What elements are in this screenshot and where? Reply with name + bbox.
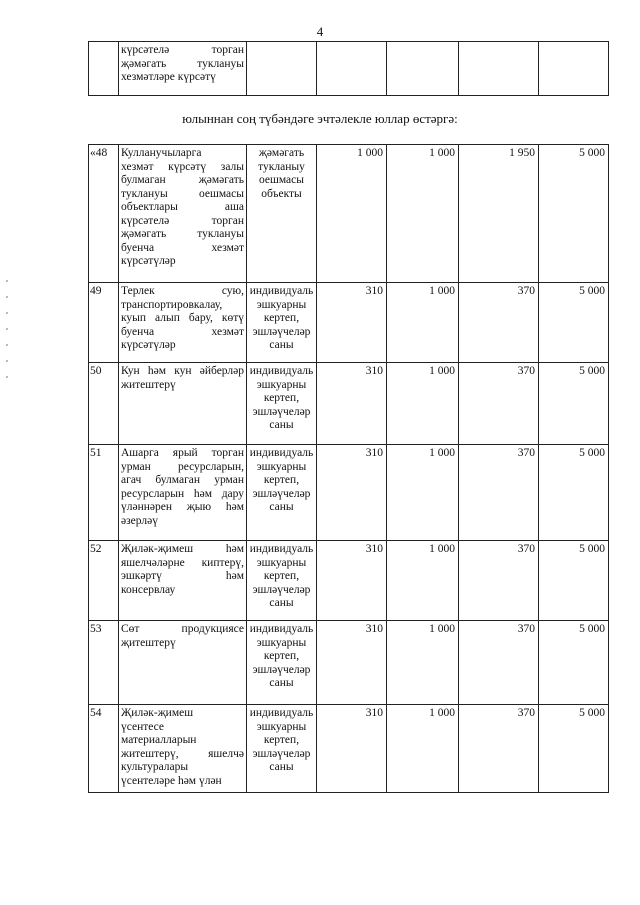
table-row [89, 283, 609, 363]
scan-margin-marks [6, 280, 8, 400]
unit-line: саны [269, 339, 294, 351]
row-number-cell: 52 [89, 541, 119, 621]
description-line: үсентесе [121, 720, 165, 733]
value-cell-v3: 370 [459, 705, 539, 793]
value-cell-v4: 5 000 [539, 705, 609, 793]
unit-line: эшкуарны [256, 298, 307, 311]
description-line: Җиләк-җимеш һәм [121, 543, 244, 555]
unit-line: индивидуаль [249, 707, 314, 719]
value-cell-v2: 1 000 [387, 363, 459, 445]
unit-line: эшләүчеләр [252, 405, 311, 418]
value-cell [539, 42, 609, 96]
description-line: үләннәрен җыю һәм [121, 501, 244, 513]
unit-line: индивидуаль [249, 285, 314, 297]
unit-line: саны [269, 761, 294, 773]
unit-line: индивидуаль [249, 365, 314, 377]
unit-line: кертеп, [263, 650, 300, 662]
unit-cell [247, 541, 317, 621]
unit-line: эшләүчеләр [252, 583, 311, 596]
unit-line: саны [269, 677, 294, 689]
description-line: консервлау [121, 583, 176, 596]
unit-line: эшкуарны [256, 378, 307, 391]
value-cell [387, 42, 459, 96]
value-cell-v3: 1 950 [459, 145, 539, 283]
value-cell-v2: 1 000 [387, 541, 459, 621]
description-line: күрсәтүләр [121, 339, 176, 351]
value-cell-v1: 1 000 [317, 145, 387, 283]
unit-cell [247, 445, 317, 541]
unit-line: индивидуаль [249, 447, 314, 459]
unit-line: объекты [261, 187, 302, 200]
description-line: җәмәгать туклануы [121, 57, 244, 70]
unit-line: тукланыу [258, 160, 305, 173]
description-line: туклануы оешмасы [121, 187, 244, 200]
value-cell [459, 42, 539, 96]
unit-line: эшләүчеләр [252, 663, 311, 676]
table-row [89, 42, 609, 96]
table-row [89, 445, 609, 541]
description-line: булмаган җәмәгать [121, 174, 244, 186]
description-line: материалларын [121, 734, 197, 746]
row-number-cell: «48 [89, 145, 119, 283]
description-line: әзерләү [121, 514, 158, 527]
value-cell-v1: 310 [317, 705, 387, 793]
description-line: ресурсларын һәм дару [121, 487, 244, 500]
value-cell-v1: 310 [317, 445, 387, 541]
unit-line: эшкуарны [256, 460, 307, 473]
description-line: яшелчәләрне киптерү, [121, 556, 244, 569]
value-cell-v3: 370 [459, 445, 539, 541]
value-cell-v4: 5 000 [539, 363, 609, 445]
row-number-cell: 50 [89, 363, 119, 445]
row-number-cell: 51 [89, 445, 119, 541]
description-line: Кулланучыларга [121, 147, 202, 159]
description-cell [119, 705, 247, 793]
description-line: күрсәтелә торган [121, 44, 244, 56]
description-line: Кун һәм кун әйберләр [121, 365, 244, 377]
description-cell [119, 42, 247, 96]
value-cell-v4: 5 000 [539, 541, 609, 621]
value-cell-v2: 1 000 [387, 445, 459, 541]
unit-line: эшкуарны [256, 720, 307, 733]
description-line: транспортировкалау, [121, 298, 223, 311]
description-cell [119, 445, 247, 541]
unit-cell [247, 283, 317, 363]
table-row [89, 145, 609, 283]
unit-line: кертеп, [263, 570, 300, 582]
value-cell-v4: 5 000 [539, 445, 609, 541]
main-table [88, 144, 609, 793]
description-cell [119, 541, 247, 621]
description-cell [119, 283, 247, 363]
table-row [89, 541, 609, 621]
description-line: буенча хезмәт [121, 241, 244, 254]
value-cell-v2: 1 000 [387, 145, 459, 283]
description-line: үсентеләре һәм үлән [121, 774, 222, 787]
description-cell [119, 145, 247, 283]
unit-cell [247, 145, 317, 283]
description-line: эшкәртү һәм [121, 570, 244, 582]
description-line: культуралары [121, 761, 189, 773]
unit-line: эшләүчеләр [252, 747, 311, 760]
value-cell-v3: 370 [459, 363, 539, 445]
value-cell-v2: 1 000 [387, 283, 459, 363]
value-cell-v1: 310 [317, 621, 387, 705]
description-cell [119, 621, 247, 705]
value-cell-v4: 5 000 [539, 621, 609, 705]
value-cell-v1: 310 [317, 283, 387, 363]
description-line: урман ресурсларын, [121, 460, 244, 473]
unit-line: кертеп, [263, 474, 300, 486]
instruction-text: юлыннан соң түбәндәге эчтәлекле юллар өстәргә: [182, 111, 458, 126]
description-line: Җиләк-җимеш [121, 707, 194, 719]
page-number: 4 [316, 24, 324, 39]
unit-line: җәмәгать [258, 147, 305, 159]
unit-line: кертеп, [263, 734, 300, 746]
value-cell-v2: 1 000 [387, 705, 459, 793]
description-line: күрсәтүләр [121, 255, 176, 267]
value-cell-v4: 5 000 [539, 283, 609, 363]
description-line: агач булмаган урман [121, 474, 244, 486]
unit-line: эшләүчеләр [252, 325, 311, 338]
description-line: күрсәтелә торган [121, 214, 244, 227]
table-row [89, 705, 609, 793]
unit-line: индивидуаль [249, 623, 314, 635]
value-cell-v3: 370 [459, 283, 539, 363]
description-line: куып алып бару, көтү [121, 312, 244, 324]
unit-line: кертеп, [263, 312, 300, 324]
value-cell-v2: 1 000 [387, 621, 459, 705]
value-cell-v4: 5 000 [539, 145, 609, 283]
description-line: хезмәтләре күрсәтү [121, 71, 216, 83]
unit-cell [247, 42, 317, 96]
description-cell [119, 363, 247, 445]
row-number-cell: 53 [89, 621, 119, 705]
unit-line: эшкуарны [256, 636, 307, 649]
description-line: буенча хезмәт [121, 325, 244, 338]
top-table-fragment [88, 41, 609, 96]
value-cell-v3: 370 [459, 621, 539, 705]
value-cell [317, 42, 387, 96]
value-cell-v1: 310 [317, 363, 387, 445]
unit-line: оешмасы [259, 174, 304, 186]
unit-cell [247, 363, 317, 445]
description-line: объектлары аша [121, 201, 244, 213]
unit-line: эшләүчеләр [252, 487, 311, 500]
value-cell-v1: 310 [317, 541, 387, 621]
table-row [89, 621, 609, 705]
description-line: җәмәгать туклануы [121, 228, 244, 240]
unit-line: индивидуаль [249, 543, 314, 555]
table-row [89, 363, 609, 445]
description-line: житештерү [121, 378, 176, 391]
unit-line: эшкуарны [256, 556, 307, 569]
description-line: Ашарга ярый торган [121, 447, 244, 459]
unit-line: саны [269, 419, 294, 431]
unit-line: кертеп, [263, 392, 300, 404]
value-cell-v3: 370 [459, 541, 539, 621]
description-line: җитештерү [121, 636, 176, 649]
description-line: хезмәт күрсәтү залы [121, 160, 244, 173]
row-number-cell: 54 [89, 705, 119, 793]
unit-line: саны [269, 501, 294, 513]
row-number-cell [89, 42, 119, 96]
unit-line: саны [269, 597, 294, 609]
description-line: Сөт продукциясе [121, 623, 244, 635]
unit-cell [247, 705, 317, 793]
row-number-cell: 49 [89, 283, 119, 363]
unit-cell [247, 621, 317, 705]
description-line: житештерү, яшелчә [121, 747, 244, 760]
description-line: Терлек сую, [121, 285, 244, 297]
